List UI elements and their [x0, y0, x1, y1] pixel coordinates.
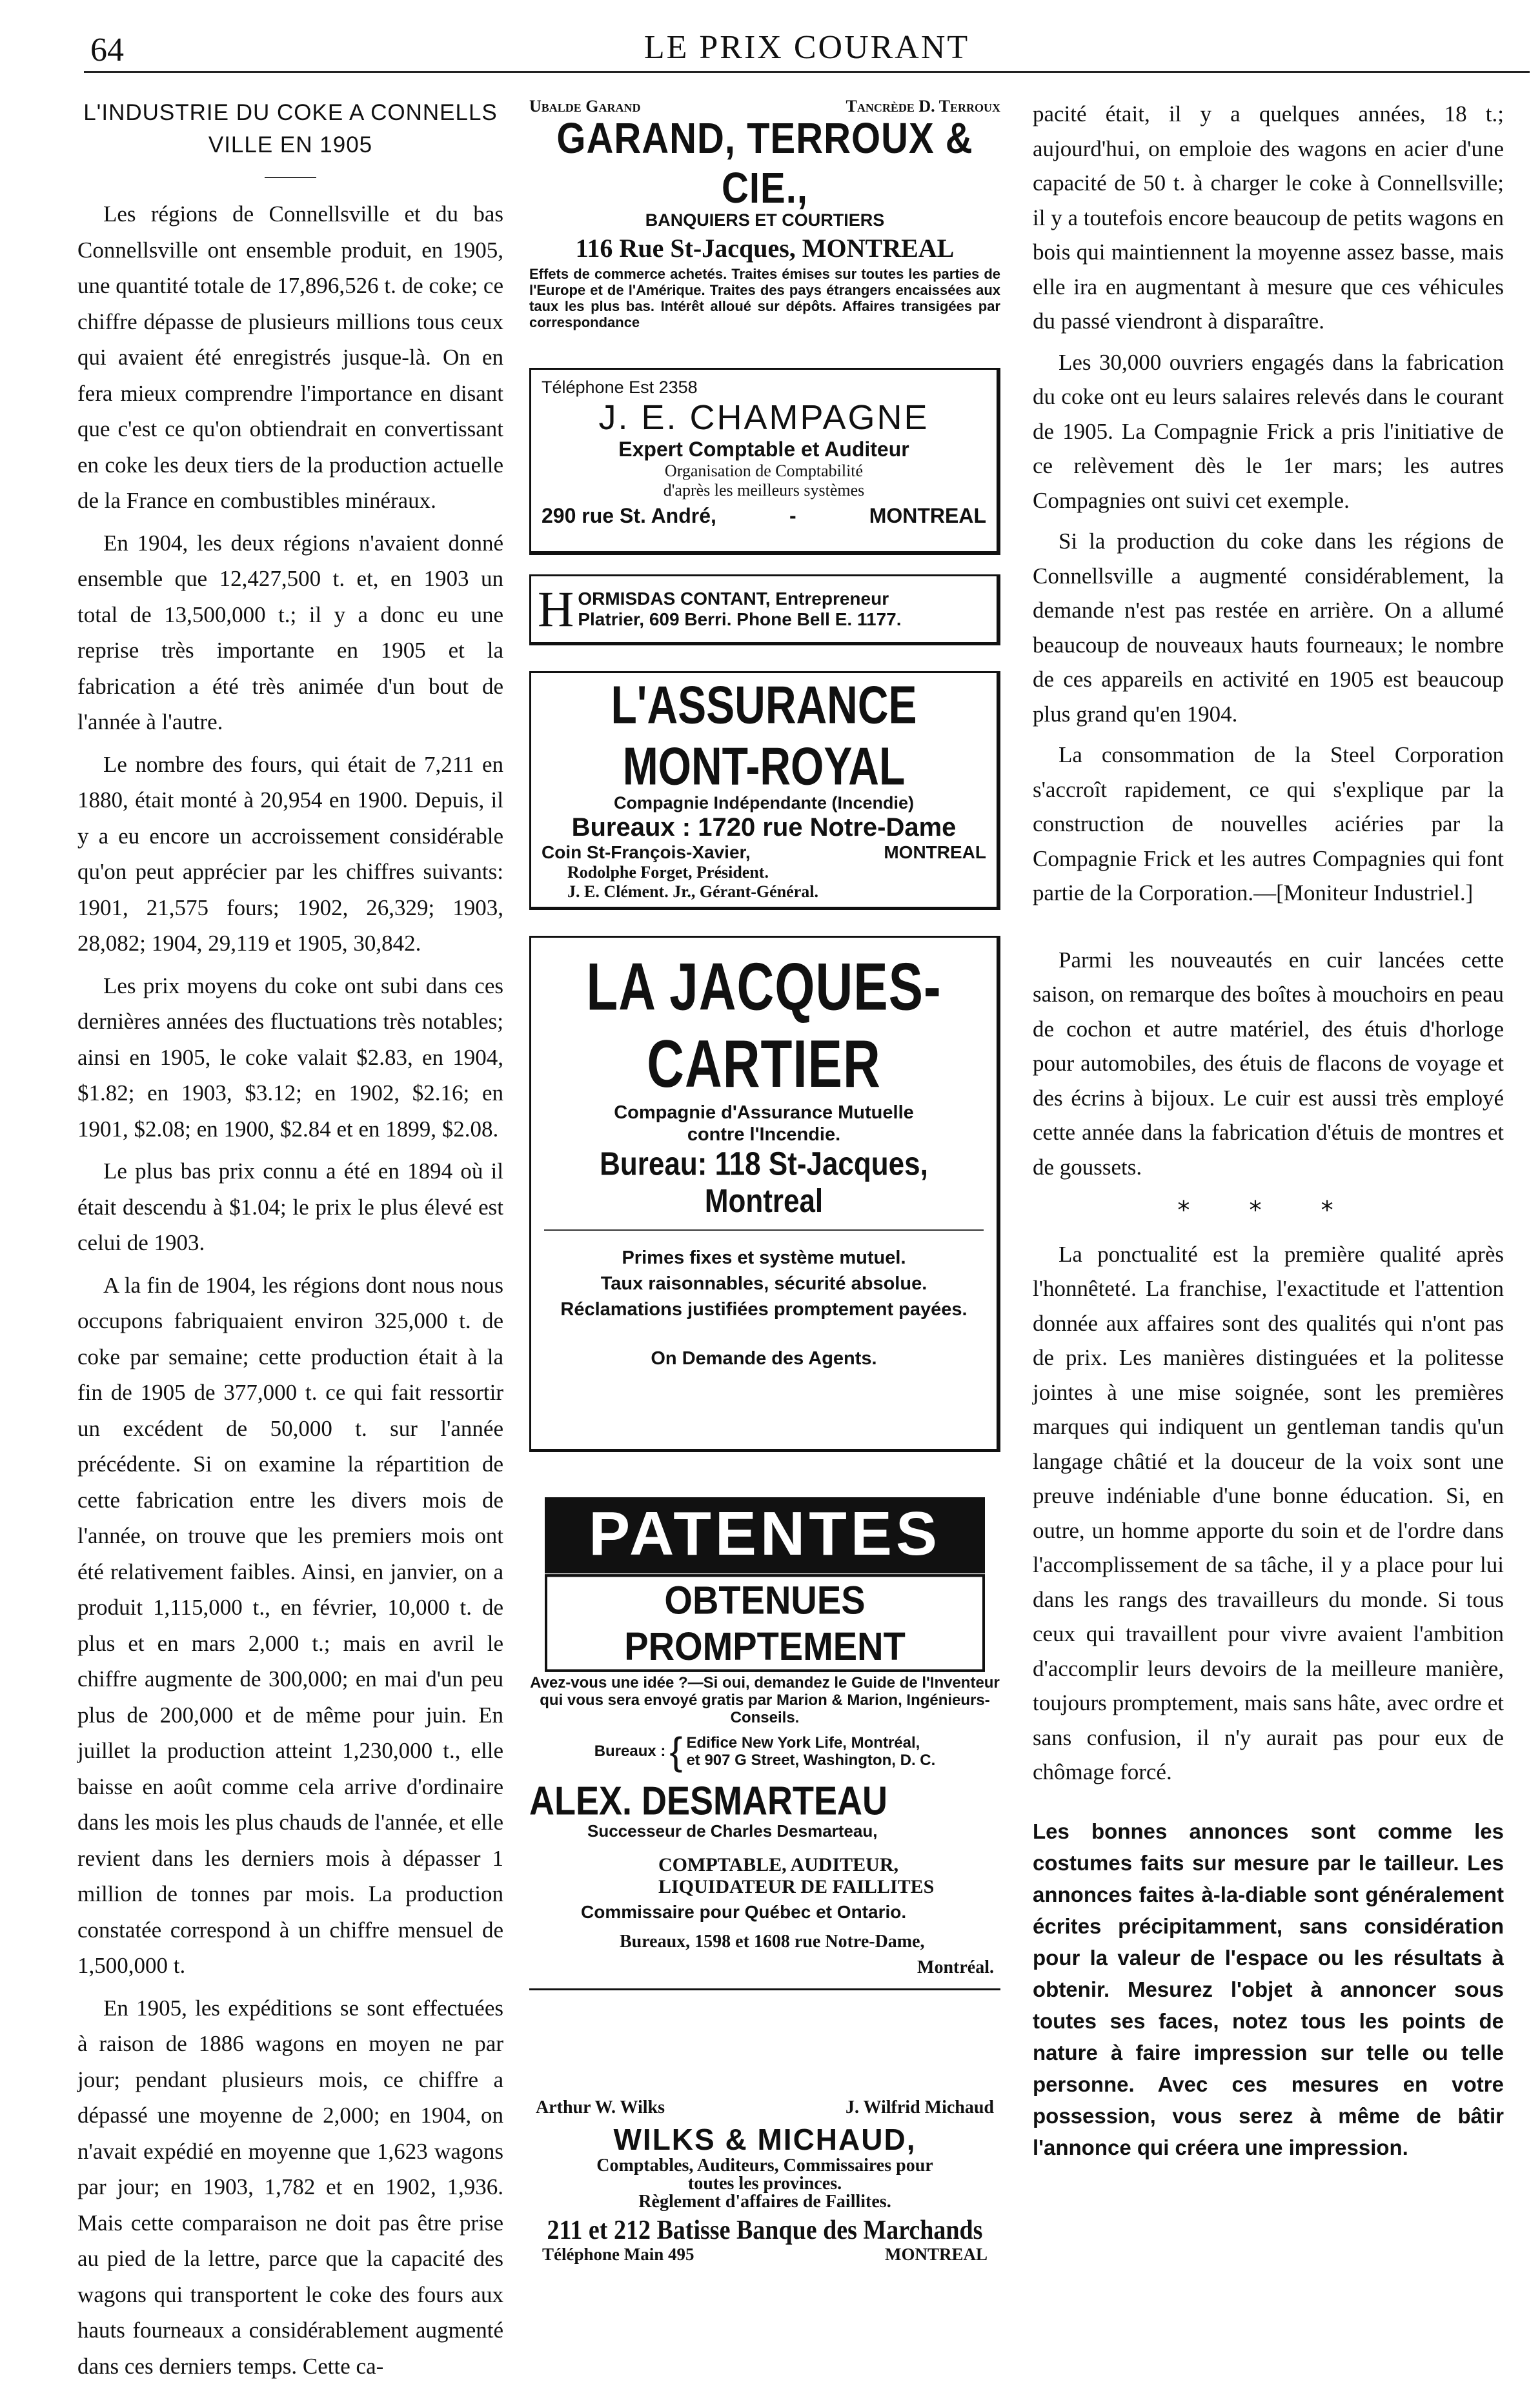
- article-body: [77, 196, 503, 2384]
- page-header: [84, 26, 1530, 73]
- article-paragraph: Les prix moyens du coke ont subi dans ces dernières années des fluctuations très notables; ainsi en 1905, le coke valait $2.83, en 1904, $1.82; en 1903, $3.12; en 1902, $2.16; en 1901, $2.08; en 1900, $2.84 et en 1899, $2.08.: [77, 968, 503, 1147]
- page-number: 64: [90, 31, 124, 69]
- right-column: [1033, 97, 1504, 2229]
- ad-title: L'ASSURANCE MONT-ROYAL: [542, 674, 986, 796]
- article-paragraph: La consommation de la Steel Corporation s'accroît rapidement, ce qui s'explique par la construction de nouvelles aciéries par la Compagnie Frick et les autres Compagnies qui font partie de la Corporation.—[Moniteur Industriel.]: [1033, 738, 1504, 911]
- ad-title: GARAND, TERROUX & CIE.,: [529, 114, 1000, 213]
- left-column: [77, 97, 503, 2229]
- ad-title: J. E. CHAMPAGNE: [542, 398, 986, 438]
- ad-wilks-michaud: Arthur W. Wilks J. Wilfrid Michaud WILKS & MICHAUD, Comptables, Auditeurs, Commissaires pour toutes les provinces. Règlement d'affaires de Faillites. 211 et 212 Batisse Banque des Marchands Téléphone Main 495 MONTREAL: [529, 2097, 1000, 2278]
- brace-glyph: {: [669, 1729, 682, 1773]
- article-paragraph: Les régions de Connellsville et du bas Connellsville ont ensemble produit, en 1905, une quantité totale de 17,896,526 t. de coke; ce chiffre dépasse de plusieurs millions tous ceux qui avaient été enregistrés jusque-là. On en fera mieux comprendre l'importance en disant que c'est ce qu'on obtiendrait en convertissant en coke les deux tiers de la production actuelle de la France en combustibles minéraux.: [77, 196, 503, 519]
- ad-title: PATENTES: [545, 1497, 985, 1573]
- article-paragraph: Le plus bas prix connu a été en 1894 où il était descendu à $1.04; le prix le plus élevé est celui de 1903.: [77, 1153, 503, 1261]
- article-paragraph: Si la production du coke dans les régions de Connellsville a augmenté considérablement, la demande n'est pas restée en arrière. On a allumé beaucoup de nouveaux hauts fourneaux; le nombre de ces appareils en activité en 1905 est beaucoup plus grand qu'en 1904.: [1033, 524, 1504, 731]
- ad-champagne: Téléphone Est 2358 J. E. CHAMPAGNE Expert Comptable et Auditeur Organisation de Comptabilité d'après les meilleurs systèmes 290 rue St. André, - MONTREAL: [529, 368, 1000, 555]
- article-title: L'INDUSTRIE DU COKE A CONNELLS VILLE EN 1905: [77, 97, 503, 161]
- ad-patentes: PATENTES OBTENUES PROMPTEMENT Avez-vous une idée ?—Si oui, demandez le Guide de l'Inventeur qui vous sera envoyé gratis par Marion & Marion, Ingénieurs-Conseils. Bureaux : { Edifice New York Life, Montréal, et 907 G Street, Washington, D. C.: [529, 1497, 1000, 1755]
- ad-title: ALEX. DESMARTEAU: [529, 1778, 1000, 1824]
- article-continuation: [1033, 97, 1504, 1790]
- punctuality-note: La ponctualité est la première qualité après l'honnêteté. La franchise, l'exactitude et l'attention donnée aux affaires sont des qualités qui n'ont pas de prix. Les manières distinguées et la politesse jointes à une mise soignée, sont les premières marques qui indiquent un gentleman tandis qu'un langage châtié et la douceur de la voix sont une preuve indéniable d'une bonne éducation. Si, en outre, un homme apporte du soin et de l'ordre dans l'accomplissement de sa tâche, il y a place pour lui dans les rangs des travailleurs du monde. Si tous ceux qui travaillent pour vivre avaient l'ambition d'accomplir leurs devoirs de la meilleure manière, toujours promptement, mais sans hâte, avec ordre et sans confusion, il n'y aurait pas pour eux de chômage forcé.: [1033, 1237, 1504, 1790]
- title-rule: [265, 177, 316, 178]
- article-paragraph: En 1905, les expéditions se sont effectuées à raison de 1886 wagons en moyen ne par jour; pendant plusieurs mois, ce chiffre a dépassé une moyenne de 2,000; en 1904, on n'avait expédié en moyenne que 1,623 wagons par jour; en 1903, 1,782 et en 1902, 1,936. Mais cette comparaison ne doit pas être prise au pied de la lettre, parce que la capacité des wagons qui transportent le coke des fours aux hauts fourneaux a considérablement augmenté dans ces derniers temps. Cette ca-: [77, 1990, 503, 2384]
- article-paragraph: En 1904, les deux régions n'avaient donné ensemble que 12,427,500 t. et, en 1903 un total de 13,500,000 t.; il y a donc eu une reprise très importante en 1905 et la fabrication a été très animée d'un bout de l'année à l'autre.: [77, 525, 503, 740]
- article-paragraph: pacité était, il y a quelques années, 18 t.; aujourd'hui, on emploie des wagons en acier d'une capacité de 50 t. à charger le coke à Connellsville; il y a toutefois encore beaucoup de petits wagons en bois qui maintiennent la moyenne assez basse, mais elle ira en augmentant à mesure que ces véhicules du passé viendront à disparaître.: [1033, 97, 1504, 339]
- ad-mont-royal: L'ASSURANCE MONT-ROYAL Compagnie Indépendante (Incendie) Bureaux : 1720 rue Notre-Dame Coin St-François-Xavier, MONTREAL Rodolphe Forget, Président. J. E. Clément. Jr., Gérant-Général.: [529, 671, 1000, 910]
- ad-garand-terroux: Ubalde Garand Tancrède D. Terroux GARAND, TERROUX & CIE., BANQUIERS ET COURTIERS 116 Rue St-Jacques, MONTREAL Effets de commerce achetés. Traites émises sur toutes les parties de l'Europe et de l'Amérique. Traites des pays étrangers encaissées aux taux les plus bas. Intérêt alloué sur dépôts. Affaires transigées par correspondance: [529, 97, 1000, 336]
- ad-title: LA JACQUES-CARTIER: [544, 948, 984, 1102]
- running-title: LE PRIX COURANT: [84, 28, 1530, 66]
- ad-jacques-cartier: LA JACQUES-CARTIER Compagnie d'Assurance Mutuelle contre l'Incendie. Bureau: 118 St-Jacques, Montreal Primes fixes et système mutuel. Taux raisonnables, sécurité absolue. Réclamations justifiées promptement payées. On Demande des Agents.: [529, 936, 1000, 1452]
- ad-contant: H ORMISDAS CONTANT, Entrepreneur Platrier, 609 Berri. Phone Bell E. 1177.: [529, 574, 1000, 645]
- article-paragraph: Les 30,000 ouvriers engagés dans la fabrication du coke ont eu leurs salaires relevés dans le courant de 1905. La Compagnie Frick a pris l'initiative de ce relèvement dès le 1er mars; les autres Compagnies ont suivi cet exemple.: [1033, 345, 1504, 518]
- ad-title: WILKS & MICHAUD,: [529, 2122, 1000, 2157]
- leather-note: Parmi les nouveautés en cuir lancées cette saison, on remarque des boîtes à mouchoirs en peau de cochon et autre matériel, des étuis d'horloge pour automobiles, des étuis de flacons de voyage et des écrins à bijoux. Le cuir est aussi très employé cette année dans la fabrication d'étuis de montres et de goussets.: [1033, 943, 1504, 1185]
- ads-column: [529, 97, 1000, 2229]
- ads-note: Les bonnes annonces sont comme les costumes faits sur mesure par le tailleur. Les annonces faites à-la-diable sont généralement écrites précipitamment, sans considération pour la valeur de l'espace ou les résultats à obtenir. Mesurez l'objet à annoncer sous toutes ses faces, notez tous les points de nature à faire impression sur telle ou telle personne. Avec ces mesures en votre possession, vous serez à même de bâtir l'annonce qui créera une impression.: [1033, 1815, 1504, 2163]
- separator-stars: * * *: [1033, 1193, 1504, 1228]
- article-paragraph: A la fin de 1904, les régions dont nous nous occupons fabriquaient environ 325,000 t. de coke par semaine; cette production était à la fin de 1905 de 377,000 t. ce qui fait ressortir un excédent de 50,000 t. sur l'année précédente. Si on examine la répartition de cette fabrication entre les divers mois de l'année, on trouve que les premiers mois ont été relativement faibles. Ainsi, en janvier, on a produit 1,115,000 t., en février, 10,000 t. de plus et en mars 2,000 t.; mais en avril le chiffre augmente de 300,000; en mai d'un peu plus de 200,000 et de même pour juin. En juillet la production atteint 1,230,000 t., elle baisse en août comme cela arrive d'ordinaire dans les mois les plus chauds de l'année, et elle revient dans les derniers mois à dépasser 1 million de tonnes par mois. La production constatée correspond à un chiffre mensuel de 1,500,000 t.: [77, 1268, 503, 1984]
- article-paragraph: Le nombre des fours, qui était de 7,211 en 1880, était monté à 20,954 en 1900. Depuis, il y a eu encore un accroissement considérable qu'on peut apprécier par les chiffres suivants: 1901, 21,575 fours; 1902, 26,329; 1903, 28,082; 1904, 29,119 et 1905, 30,842.: [77, 747, 503, 962]
- ad-desmarteau: ALEX. DESMARTEAU Successeur de Charles Desmarteau, COMPTABLE, AUDITEUR, LIQUIDATEUR DE FAILLITES Commissaire pour Québec et Ontario. Bureaux, 1598 et 1608 rue Notre-Dame, Montréal.: [529, 1781, 1000, 2078]
